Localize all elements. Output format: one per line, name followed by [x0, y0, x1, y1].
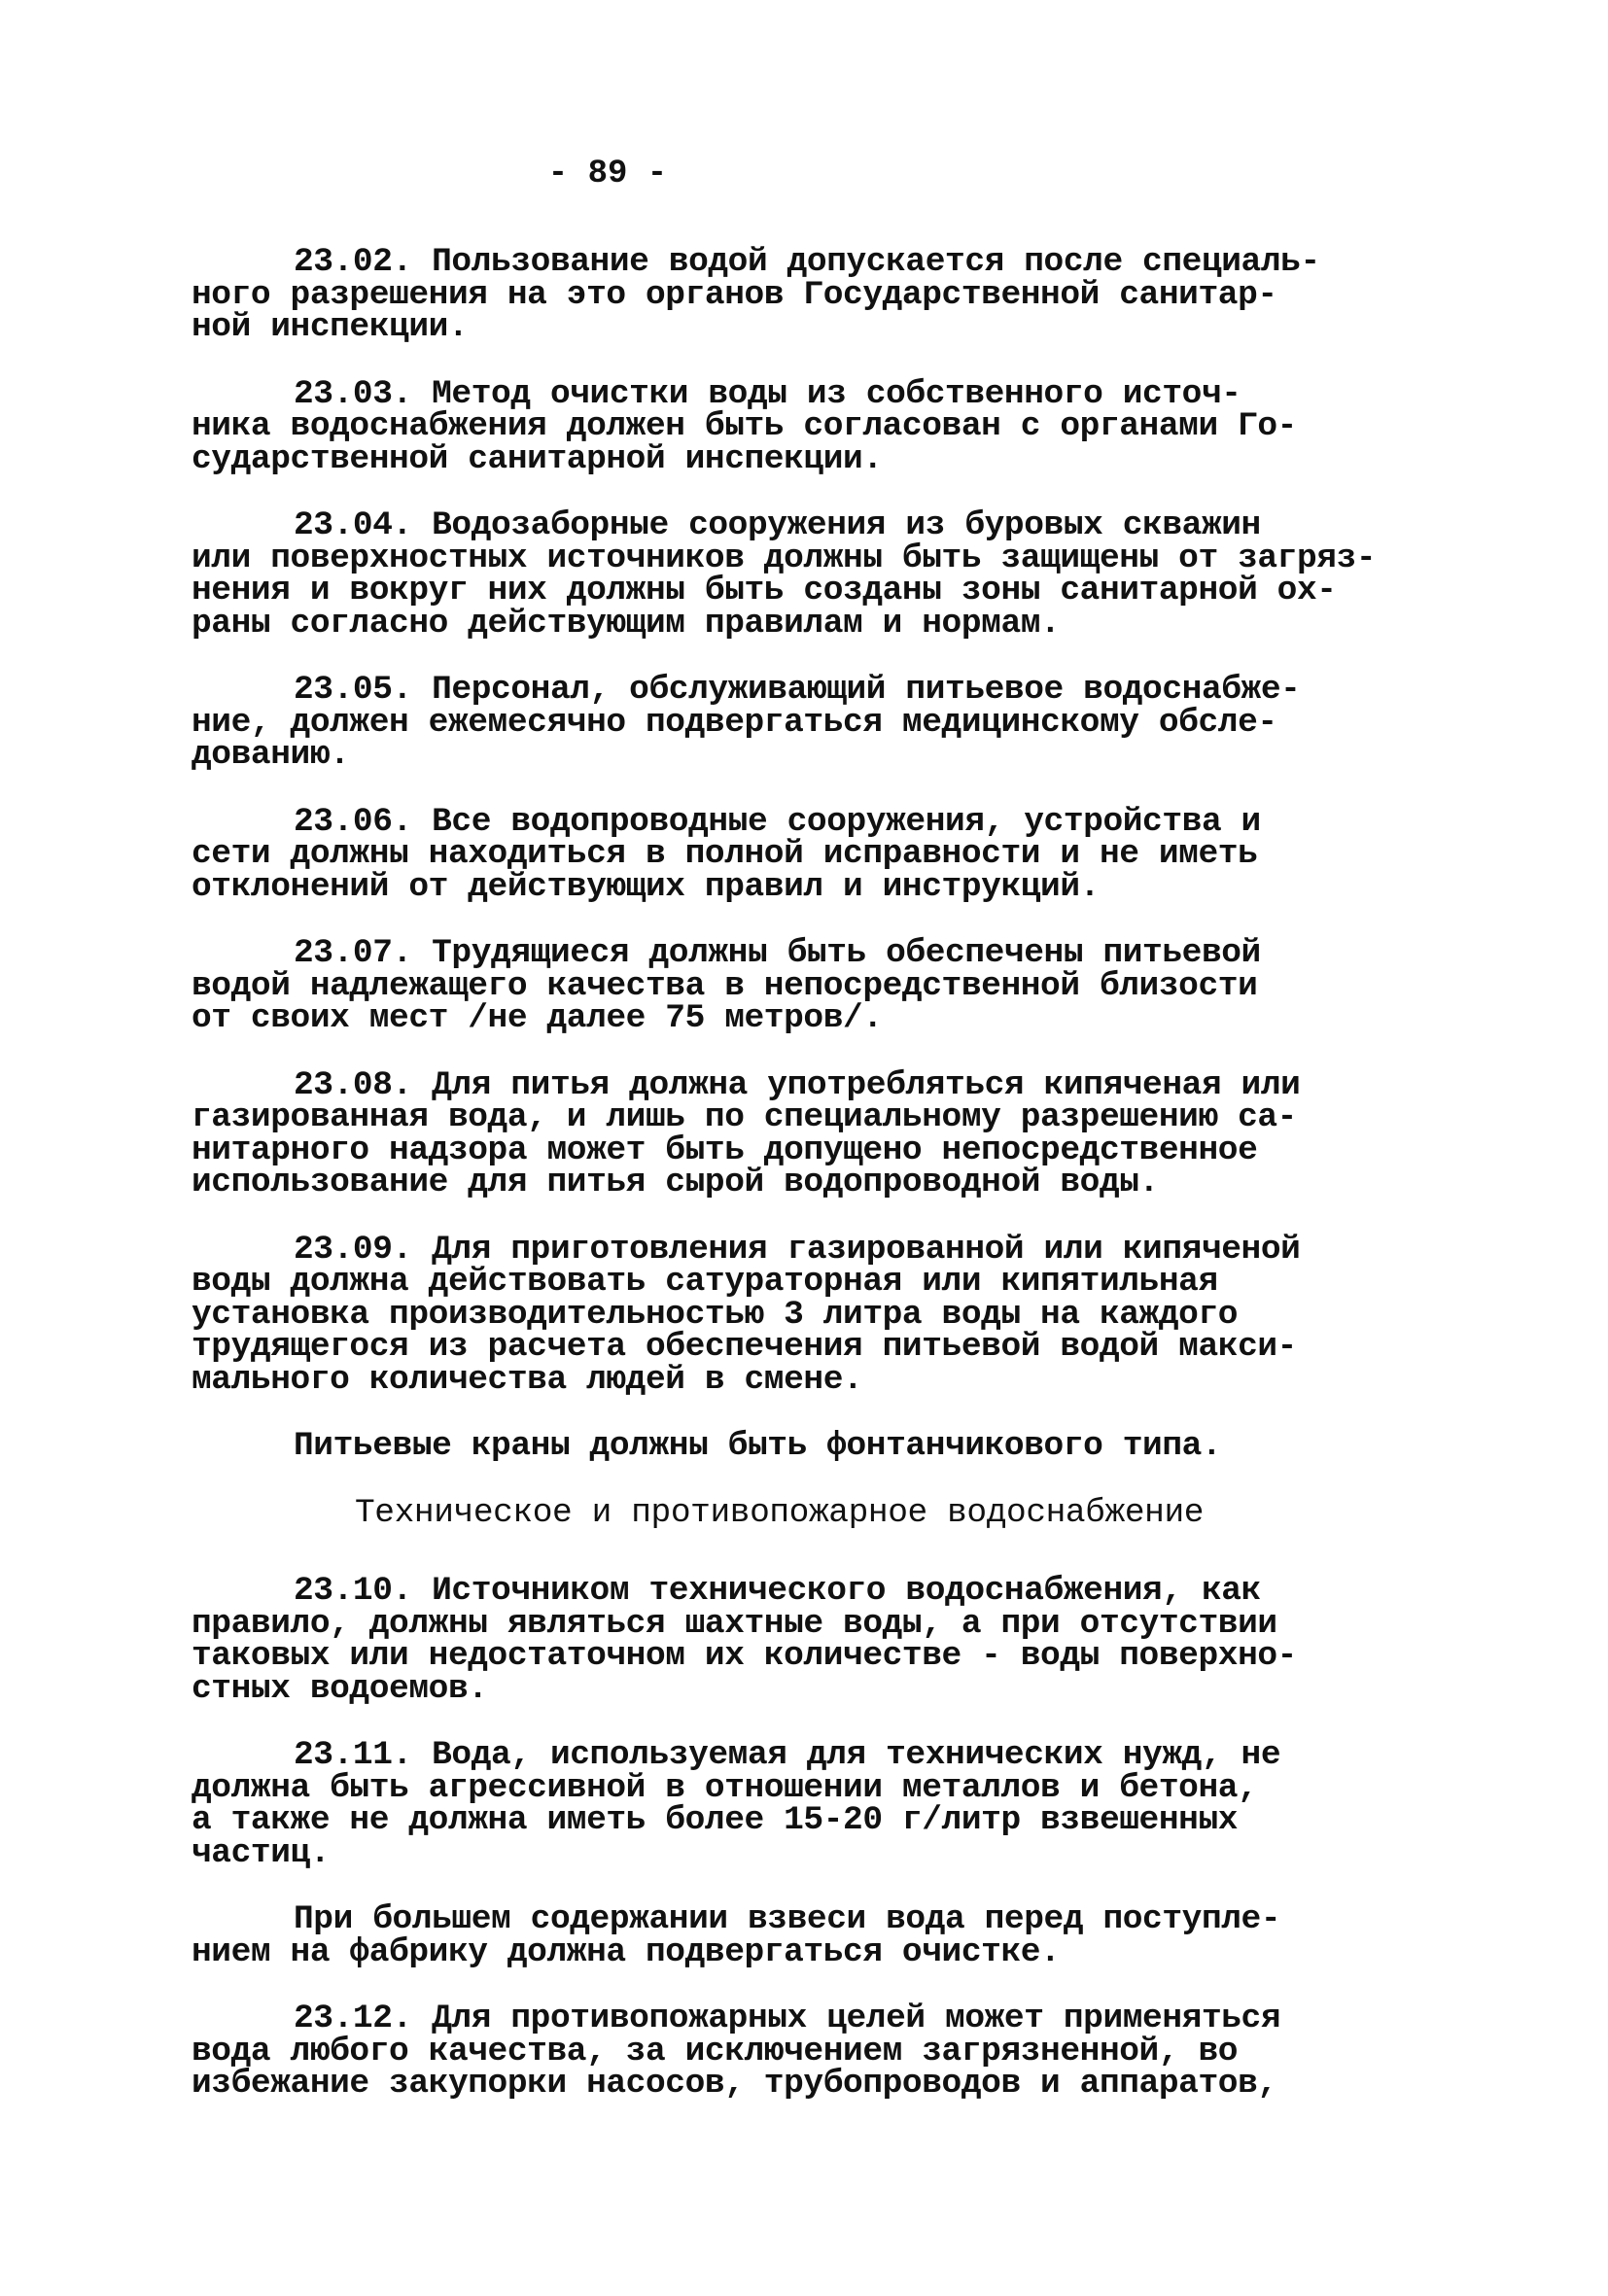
paragraph — [192, 802, 1455, 906]
text-line: сети должны находиться в полной исправности и не иметь — [192, 835, 1258, 873]
text-line: 23.10. Источником технического водоснабжения, как — [294, 1572, 1261, 1610]
paragraph — [192, 374, 1455, 478]
paragraph — [192, 1065, 1455, 1201]
paragraph — [192, 934, 1455, 1037]
text-line: 23.11. Вода, используемая для технических нужд, не — [294, 1736, 1281, 1774]
text-line: Питьевые краны должны быть фонтанчикового типа. — [294, 1427, 1222, 1465]
text-line: газированная вода, и лишь по специальному разрешению са- — [192, 1098, 1297, 1136]
text-line: а также не должна иметь более 15-20 г/литр взвешенных — [192, 1801, 1239, 1839]
text-line: 23.03. Метод очистки воды из собственного источ- — [294, 374, 1241, 413]
paragraph — [192, 1900, 1455, 1971]
text-line: 23.08. Для питья должна употребляться кипяченая или — [294, 1065, 1301, 1104]
text-line: раны согласно действующим правилам и нормам. — [192, 604, 1061, 643]
text-line: ника водоснабжения должен быть согласован с органами Го- — [192, 407, 1297, 445]
text-line: воды должна действовать сатураторная или кипятильная — [192, 1263, 1218, 1301]
paragraph — [192, 1230, 1455, 1399]
paragraph — [192, 1736, 1455, 1872]
paragraph — [192, 1572, 1455, 1708]
text-line: должна быть агрессивной в отношении металлов и бетона, — [192, 1768, 1258, 1807]
text-line: отклонений от действующих правил и инструкций. — [192, 867, 1100, 906]
text-line: правило, должны являться шахтные воды, а при отсутствии — [192, 1604, 1277, 1643]
text-line: ной инспекции. — [192, 308, 469, 346]
text-line: частиц. — [192, 1833, 331, 1872]
paragraph — [192, 506, 1455, 643]
text-line: трудящегося из расчета обеспечения питьевой водой макси- — [192, 1328, 1297, 1366]
text-line: ние, должен ежемесячно подвергаться медицинскому обсле- — [192, 703, 1277, 742]
paragraph — [192, 1427, 1455, 1465]
section-heading: Техническое и противопожарное водоснабжение — [355, 1493, 1205, 1532]
text-line: таковых или недостаточном их количестве - воды поверхно- — [192, 1637, 1297, 1675]
text-line: или поверхностных источников должны быть защищены от загряз- — [192, 539, 1377, 577]
text-line: мального количества людей в смене. — [192, 1360, 863, 1399]
text-line: нения и вокруг них должны быть созданы зоны санитарной ох- — [192, 572, 1337, 609]
text-line: вода любого качества, за исключением загрязненной, во — [192, 2032, 1239, 2070]
text-line: 23.02. Пользование водой допускается после специаль- — [294, 243, 1320, 281]
text-line: избежание закупорки насосов, трубопроводов и аппаратов, — [192, 2065, 1277, 2103]
paragraph-group-1 — [192, 243, 1455, 1465]
text-line: установка производительностью 3 литра воды на каждого — [192, 1295, 1239, 1334]
text-line: нитарного надзора может быть допущено непосредственное — [192, 1131, 1258, 1169]
text-line: от своих мест /не далее 75 метров/. — [192, 999, 883, 1037]
text-line: 23.06. Все водопроводные сооружения, устройства и — [294, 802, 1261, 841]
paragraph — [192, 2002, 1455, 2101]
paragraph — [192, 671, 1455, 774]
text-line: дованию. — [192, 736, 350, 774]
text-line: 23.07. Трудящиеся должны быть обеспечены питьевой — [294, 934, 1261, 972]
text-line: стных водоемов. — [192, 1669, 488, 1708]
text-line: использование для питья сырой водопроводной воды. — [192, 1164, 1159, 1201]
document-body — [192, 243, 1455, 2135]
paragraph-group-2 — [192, 1572, 1455, 2103]
text-line: 23.04. Водозаборные сооружения из буровых скважин — [294, 506, 1261, 544]
text-line: водой надлежащего качества в непосредственной близости — [192, 966, 1258, 1005]
text-line: ного разрешения на это органов Государственной санитар- — [192, 275, 1277, 314]
text-line: При большем содержании взвеси вода перед поступле- — [294, 1900, 1281, 1938]
page-number: - 89 - — [547, 156, 668, 192]
text-line: нием на фабрику должна подвергаться очистке. — [192, 1932, 1061, 1971]
text-line: сударственной санитарной инспекции. — [192, 439, 883, 478]
text-line: 23.12. Для противопожарных целей может применяться — [294, 2000, 1281, 2037]
text-line: 23.09. Для приготовления газированной или кипяченой — [294, 1230, 1301, 1269]
text-line: 23.05. Персонал, обслуживающий питьевое водоснабже- — [294, 671, 1301, 709]
paragraph — [192, 243, 1455, 346]
